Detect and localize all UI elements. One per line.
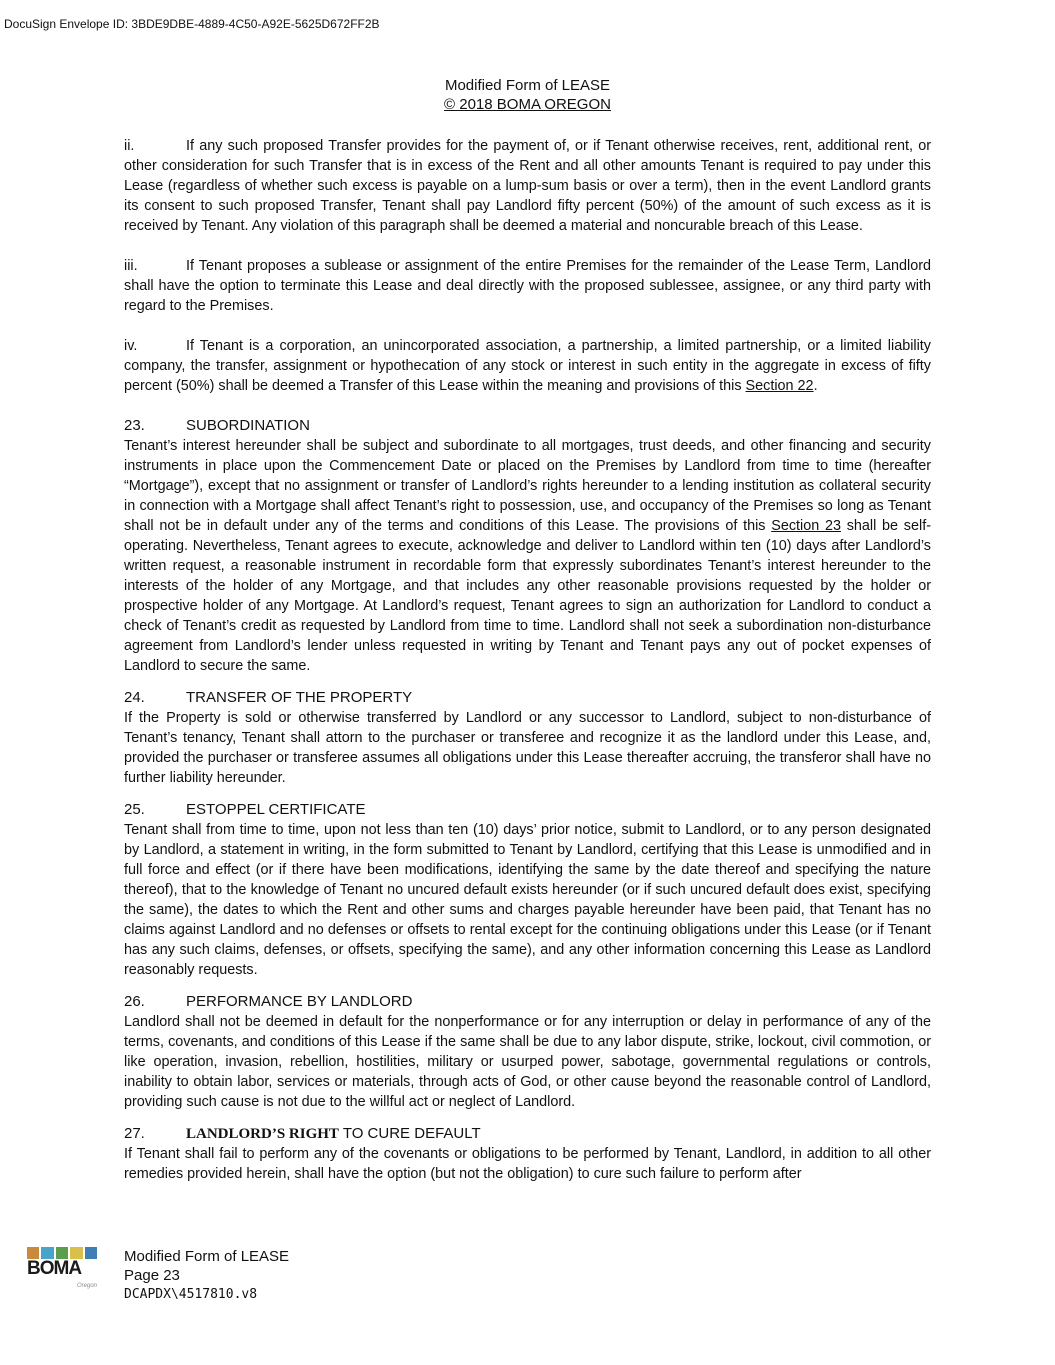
section-23-link: Section 23: [771, 518, 841, 534]
section-title-rest: TO CURE DEFAULT: [338, 1125, 481, 1142]
docusign-envelope-id: DocuSign Envelope ID: 3BDE9DBE-4889-4C50-A92E-5625D672FF2B: [4, 17, 380, 31]
section-text: shall be self-operating. Nevertheless, Tenant agrees to execute, acknowledge and deliver to Landlord within ten (10) days after Landlord’s written request, a reasonable instrument in recordable form that expressly subordinates Tenant’s interest hereunder to the interests of the holder of any Mortgage, and that includes any other reasonable provisions requested by the holder or prospective holder of any Mortgage. At Landlord’s request, Tenant agrees to sign an authorization for Landlord to conduct a check of Tenant’s credit as requested by Landlord from time to time. Landlord shall not seek a subordination non-disturbance agreement from Landlord’s lender unless requested in writing by Tenant and Tenant pays any out of pocket expenses of Landlord to secure the same.: [124, 518, 931, 674]
page-footer: [124, 1247, 289, 1304]
section-25-body: Tenant shall from time to time, upon not less than ten (10) days’ prior notice, submit to Landlord, or to any person designated by Landlord, a statement in writing, in the form submitted to Tenant by Landlord, certifying that this Lease is unmodified and in full force and effect (or if there have been modifications, identifying the same by the date thereof and specifying the nature thereof), that to the knowledge of Tenant no uncured default exists hereunder (or if such uncured default does exist, specifying the same), the dates to which the Rent and other sums and charges payable hereunder have been paid, that Tenant has no claims against Landlord and no defenses or offsets to rental except for the continuing obligations under this Lease (or if Tenant has any such claims, defenses, or offsets, specifying the same), and any other information concerning this Lease as Landlord reasonably requests.: [124, 822, 931, 978]
document-id: DCAPDX\4517810.v8: [124, 1287, 258, 1302]
clause-number: iv.: [124, 338, 138, 354]
section-title-bold: LANDLORD’S RIGHT: [186, 1126, 339, 1142]
section-title: PERFORMANCE BY LANDLORD: [186, 993, 413, 1010]
clause-ii: [124, 136, 931, 236]
section-text: Tenant’s interest hereunder shall be subject and subordinate to all mortgages, trust deeds, and other financing and security instruments in place upon the Commencement Date or placed on the Premises by Landlord from time to time (hereafter “Mortgage”), except that no assignment or transfer of Landlord’s rights hereunder to a lending institution as collateral security in connection with a Mortgage shall affect Tenant’s right to possession, use, and occupancy of the Premises so long as Tenant shall not be in default under any of the terms and conditions of this Lease. The provisions of this: [124, 438, 931, 534]
section-27-heading: [124, 1124, 931, 1144]
header-copyright: © 2018 BOMA OREGON: [444, 96, 611, 113]
section-title: ESTOPPEL CERTIFICATE: [186, 801, 366, 818]
section-22-link: Section 22: [745, 378, 814, 394]
section-26-body: Landlord shall not be deemed in default for the nonperformance or for any interruption or delay in performance of any of the terms, covenants, and conditions of this Lease if the same shall be due to any labor dispute, strike, lockout, civil commotion, or like operation, invasion, rebellion, hostilities, military or usurped power, sabotage, governmental regulations or controls, inability to obtain labor, services or materials, through acts of God, or other cause beyond the reasonable control of Landlord, providing such cause is not due to the willful act or neglect of Landlord.: [124, 1014, 931, 1110]
section-number: 27.: [124, 1125, 145, 1142]
section-23-body: [124, 436, 931, 676]
logo-text: BOMA: [27, 1258, 82, 1279]
section-24-heading: [124, 688, 931, 708]
boma-logo: [27, 1247, 97, 1287]
footer-title: Modified Form of LEASE: [124, 1248, 290, 1265]
section-23-heading: [124, 416, 931, 436]
section-number: 26.: [124, 993, 145, 1010]
section-title: TRANSFER OF THE PROPERTY: [186, 689, 413, 706]
page-number: Page 23: [124, 1267, 180, 1284]
clause-number: ii.: [124, 138, 135, 154]
section-number: 23.: [124, 417, 145, 434]
page-header: [0, 76, 1055, 114]
header-title: Modified Form of LEASE: [444, 77, 611, 94]
clause-text: If Tenant is a corporation, an unincorporated association, a partnership, a limited partnership, or a limited liability company, the transfer, assignment or hypothecation of any stock or interest in such entity in the aggregate in excess of fifty percent (50%) shall be deemed a Transfer of this Lease within the meaning and provisions of this: [124, 338, 931, 394]
section-title: SUBORDINATION: [186, 417, 310, 434]
section-27-body: If Tenant shall fail to perform any of the covenants or obligations to be performed by Tenant, Landlord, in addition to all other remedies provided herein, shall have the option (but not the obligation) to cure such failure to perform after: [124, 1146, 931, 1182]
clause-iv: [124, 336, 931, 396]
clause-end: .: [813, 378, 818, 394]
section-number: 25.: [124, 801, 145, 818]
document-body: [124, 136, 931, 1184]
section-26-heading: [124, 992, 931, 1012]
section-number: 24.: [124, 689, 145, 706]
clause-text: If any such proposed Transfer provides for the payment of, or if Tenant otherwise receives, rent, additional rent, or other consideration for such Transfer that is in excess of the Rent and all other amounts Tenant is required to pay under this Lease (regardless of whether such excess is payable on a lump-sum basis or over a term), then in the event Landlord grants its consent to such proposed Transfer, Tenant shall pay Landlord fifty percent (50%) of the amount of such excess as it is received by Tenant. Any violation of this paragraph shall be deemed a material and noncurable breach of this Lease.: [124, 138, 931, 234]
logo-subtext: Oregon: [76, 1283, 97, 1289]
section-25-heading: [124, 800, 931, 820]
clause-number: iii.: [124, 258, 138, 274]
clause-iii: [124, 256, 931, 316]
section-24-body: If the Property is sold or otherwise transferred by Landlord or any successor to Landlord, subject to non-disturbance of Tenant’s tenancy, Tenant shall attorn to the purchaser or transferee and recognize it as the landlord under this Lease, and, provided the purchaser or transferee assumes all obligations under this Lease thereafter accruing, the transferor shall have no further liability hereunder.: [124, 710, 931, 786]
clause-text: If Tenant proposes a sublease or assignment of the entire Premises for the remainder of the Lease Term, Landlord shall have the option to terminate this Lease and deal directly with the proposed sublessee, assignee, or any third party with regard to the Premises.: [124, 258, 931, 314]
logo-bar: [85, 1247, 97, 1259]
